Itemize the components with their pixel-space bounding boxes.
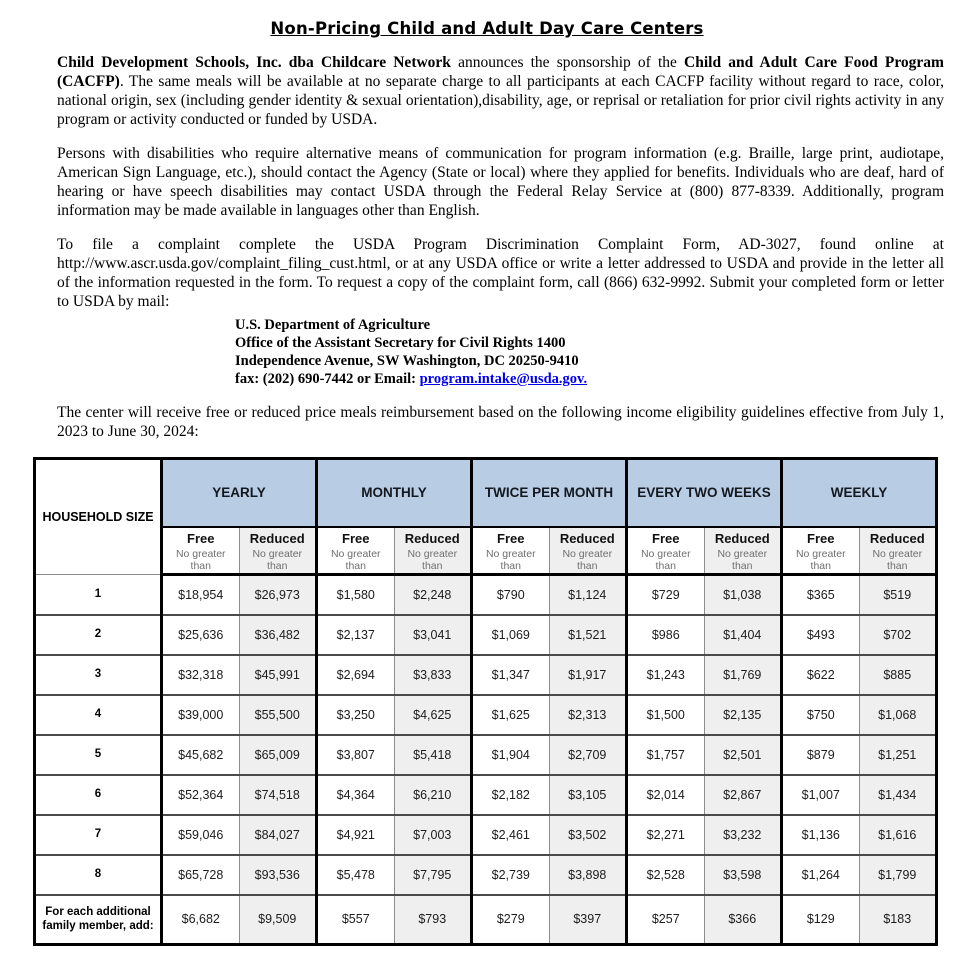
table-header	[35, 459, 937, 575]
table-row	[35, 695, 937, 735]
no-greater-than-note: No greater than	[407, 547, 458, 573]
no-greater-than-note: No greater than	[252, 547, 303, 573]
page-title: Non-Pricing Child and Adult Day Care Centers	[270, 19, 704, 38]
income-value-cell: $2,014	[627, 775, 705, 815]
income-value-cell: $257	[627, 895, 705, 945]
no-greater-than-note: No greater than	[562, 547, 613, 573]
income-value-cell: $986	[627, 615, 705, 655]
address-line-4	[235, 370, 944, 388]
income-value-cell: $55,500	[239, 695, 317, 735]
household-size-cell: For each additional family member, add:	[35, 895, 162, 945]
free-column-header	[782, 527, 860, 575]
table-body	[35, 575, 937, 945]
group-header-every-two-weeks: EVERY TWO WEEKS	[627, 459, 782, 527]
column-header-label: Free	[342, 530, 370, 546]
income-value-cell: $1,799	[859, 855, 937, 895]
address-line-2: Office of the Assistant Secretary for Civil Rights 1400	[235, 335, 566, 351]
income-value-cell: $1,769	[704, 655, 782, 695]
fax-email-prefix: fax: (202) 690-7442 or Email:	[235, 371, 420, 387]
income-value-cell: $18,954	[162, 575, 240, 615]
household-size-header: HOUSEHOLD SIZE	[35, 459, 162, 575]
income-value-cell: $4,921	[317, 815, 395, 855]
household-size-cell: 1	[35, 575, 162, 615]
group-header-weekly: WEEKLY	[782, 459, 937, 527]
household-size-cell: 4	[35, 695, 162, 735]
column-header-label: Free	[807, 530, 835, 546]
household-size-cell: 8	[35, 855, 162, 895]
column-header-label: Reduced	[869, 530, 925, 546]
program-name-bold: Child and Adult Care Food Program (CACFP)	[57, 54, 944, 90]
table-row	[35, 575, 937, 615]
income-value-cell: $2,739	[472, 855, 550, 895]
income-value-cell: $129	[782, 895, 860, 945]
income-value-cell: $2,867	[704, 775, 782, 815]
income-value-cell: $793	[394, 895, 472, 945]
income-value-cell: $1,068	[859, 695, 937, 735]
table-row	[35, 735, 937, 775]
group-header-twice-per-month: TWICE PER MONTH	[472, 459, 627, 527]
income-value-cell: $3,232	[704, 815, 782, 855]
income-value-cell: $52,364	[162, 775, 240, 815]
income-value-cell: $2,694	[317, 655, 395, 695]
income-value-cell: $1,625	[472, 695, 550, 735]
income-value-cell: $32,318	[162, 655, 240, 695]
income-value-cell: $3,833	[394, 655, 472, 695]
income-value-cell: $702	[859, 615, 937, 655]
income-value-cell: $2,135	[704, 695, 782, 735]
income-value-cell: $1,434	[859, 775, 937, 815]
column-header-label: Reduced	[249, 530, 305, 546]
income-value-cell: $6,682	[162, 895, 240, 945]
income-value-cell: $7,003	[394, 815, 472, 855]
free-column-header	[162, 527, 240, 575]
document-page	[0, 19, 974, 980]
income-value-cell: $6,210	[394, 775, 472, 815]
household-size-cell: 5	[35, 735, 162, 775]
income-value-cell: $1,136	[782, 815, 860, 855]
income-value-cell: $557	[317, 895, 395, 945]
reduced-column-header	[704, 527, 782, 575]
paragraph-disabilities: Persons with disabilities who require alternative means of communication for program information (e.g. Braille, large print, audiotape, American Sign Language, etc.), should contact the Agency (State or local) where they applied for benefits. Individuals who are deaf, hard of hearing or have speech disabilities may contact USDA through the Federal Relay Service at (800) 877-8339. Additionally, program information may be made available in languages other than English.	[57, 145, 944, 219]
column-header-label: Free	[187, 530, 215, 546]
paragraph-sponsorship	[57, 53, 944, 129]
income-value-cell: $3,502	[549, 815, 627, 855]
income-value-cell: $3,598	[704, 855, 782, 895]
income-value-cell: $1,917	[549, 655, 627, 695]
no-greater-than-note: No greater than	[485, 547, 536, 573]
paragraph-text: announces the sponsorship of the	[450, 54, 685, 71]
income-value-cell: $885	[859, 655, 937, 695]
frequency-header-row	[35, 459, 937, 527]
income-value-cell: $59,046	[162, 815, 240, 855]
income-value-cell: $74,518	[239, 775, 317, 815]
household-size-cell: 2	[35, 615, 162, 655]
column-header-label: Reduced	[404, 530, 460, 546]
reduced-column-header	[394, 527, 472, 575]
income-eligibility-table	[33, 457, 938, 946]
income-value-cell: $4,625	[394, 695, 472, 735]
income-value-cell: $26,973	[239, 575, 317, 615]
income-value-cell: $2,182	[472, 775, 550, 815]
income-value-cell: $4,364	[317, 775, 395, 815]
free-column-header	[627, 527, 705, 575]
income-value-cell: $3,041	[394, 615, 472, 655]
income-value-cell: $183	[859, 895, 937, 945]
income-value-cell: $750	[782, 695, 860, 735]
income-value-cell: $1,580	[317, 575, 395, 615]
no-greater-than-note: No greater than	[330, 547, 381, 573]
income-value-cell: $1,007	[782, 775, 860, 815]
group-header-yearly: YEARLY	[162, 459, 317, 527]
income-value-cell: $279	[472, 895, 550, 945]
income-value-cell: $729	[627, 575, 705, 615]
table-row	[35, 815, 937, 855]
email-link[interactable]: program.intake@usda.gov.	[419, 371, 588, 387]
reduced-column-header	[549, 527, 627, 575]
income-value-cell: $2,501	[704, 735, 782, 775]
income-value-cell: $39,000	[162, 695, 240, 735]
income-value-cell: $1,616	[859, 815, 937, 855]
no-greater-than-note: No greater than	[175, 547, 226, 573]
income-value-cell: $3,105	[549, 775, 627, 815]
paragraph-eligibility-intro: The center will receive free or reduced price meals reimbursement based on the following income eligibility guidelines effective from July 1, 2023 to June 30, 2024:	[57, 404, 944, 440]
income-value-cell: $2,248	[394, 575, 472, 615]
column-header-label: Free	[652, 530, 680, 546]
income-value-cell: $65,728	[162, 855, 240, 895]
address-line-3: Independence Avenue, SW Washington, DC 20250-9410	[235, 353, 579, 369]
income-value-cell: $493	[782, 615, 860, 655]
paragraph-complaint: To file a complaint complete the USDA Program Discrimination Complaint Form, AD-3027, found online at http://www.ascr.usda.gov/complaint_filing_cust.html, or at any USDA office or write a letter addressed to USDA and provide in the letter all of the information requested in the form. To request a copy of the complaint form, call (866) 632-9992. Submit your completed form or letter to USDA by mail:	[57, 236, 944, 310]
column-header-label: Reduced	[714, 530, 770, 546]
income-value-cell: $1,521	[549, 615, 627, 655]
free-column-header	[317, 527, 395, 575]
income-value-cell: $879	[782, 735, 860, 775]
income-value-cell: $5,478	[317, 855, 395, 895]
income-value-cell: $1,500	[627, 695, 705, 735]
income-value-cell: $45,991	[239, 655, 317, 695]
free-column-header	[472, 527, 550, 575]
household-size-cell: 6	[35, 775, 162, 815]
household-size-cell: 3	[35, 655, 162, 695]
income-value-cell: $1,124	[549, 575, 627, 615]
address-line-1: U.S. Department of Agriculture	[235, 317, 431, 333]
sponsor-name-bold: Child Development Schools, Inc. dba Childcare Network	[57, 54, 451, 71]
income-value-cell: $7,795	[394, 855, 472, 895]
income-value-cell: $2,461	[472, 815, 550, 855]
no-greater-than-note: No greater than	[717, 547, 768, 573]
table-row	[35, 775, 937, 815]
income-value-cell: $1,347	[472, 655, 550, 695]
income-value-cell: $3,250	[317, 695, 395, 735]
no-greater-than-note: No greater than	[640, 547, 691, 573]
table-row	[35, 655, 937, 695]
group-header-monthly: MONTHLY	[317, 459, 472, 527]
income-value-cell: $397	[549, 895, 627, 945]
table-row	[35, 855, 937, 895]
table-row	[35, 895, 937, 945]
income-value-cell: $1,404	[704, 615, 782, 655]
mailing-address	[235, 316, 944, 388]
body-text-block	[57, 53, 944, 441]
income-value-cell: $1,038	[704, 575, 782, 615]
income-value-cell: $1,069	[472, 615, 550, 655]
income-value-cell: $2,271	[627, 815, 705, 855]
income-value-cell: $366	[704, 895, 782, 945]
income-value-cell: $84,027	[239, 815, 317, 855]
income-value-cell: $36,482	[239, 615, 317, 655]
income-value-cell: $3,898	[549, 855, 627, 895]
income-value-cell: $25,636	[162, 615, 240, 655]
income-value-cell: $1,251	[859, 735, 937, 775]
income-value-cell: $2,709	[549, 735, 627, 775]
income-value-cell: $45,682	[162, 735, 240, 775]
paragraph-text: . The same meals will be available at no separate charge to all participants at each CACFP facility without regard to race, color, national origin, sex (including gender identity & sexual orientation),disability, age, or reprisal or retaliation for prior civil rights activity in any program or activity conducted or funded by USDA.	[57, 73, 944, 128]
table-row	[35, 615, 937, 655]
no-greater-than-note: No greater than	[872, 547, 923, 573]
income-value-cell: $2,528	[627, 855, 705, 895]
reduced-column-header	[239, 527, 317, 575]
column-header-label: Reduced	[559, 530, 615, 546]
income-value-cell: $519	[859, 575, 937, 615]
income-value-cell: $790	[472, 575, 550, 615]
income-value-cell: $1,904	[472, 735, 550, 775]
income-value-cell: $1,264	[782, 855, 860, 895]
income-value-cell: $3,807	[317, 735, 395, 775]
no-greater-than-note: No greater than	[795, 547, 846, 573]
income-value-cell: $1,757	[627, 735, 705, 775]
reduced-column-header	[859, 527, 937, 575]
income-value-cell: $5,418	[394, 735, 472, 775]
income-value-cell: $2,137	[317, 615, 395, 655]
income-value-cell: $1,243	[627, 655, 705, 695]
free-reduced-header-row	[35, 527, 937, 575]
income-value-cell: $365	[782, 575, 860, 615]
income-value-cell: $93,536	[239, 855, 317, 895]
income-value-cell: $9,509	[239, 895, 317, 945]
household-size-cell: 7	[35, 815, 162, 855]
income-value-cell: $622	[782, 655, 860, 695]
income-value-cell: $2,313	[549, 695, 627, 735]
income-value-cell: $65,009	[239, 735, 317, 775]
column-header-label: Free	[497, 530, 525, 546]
